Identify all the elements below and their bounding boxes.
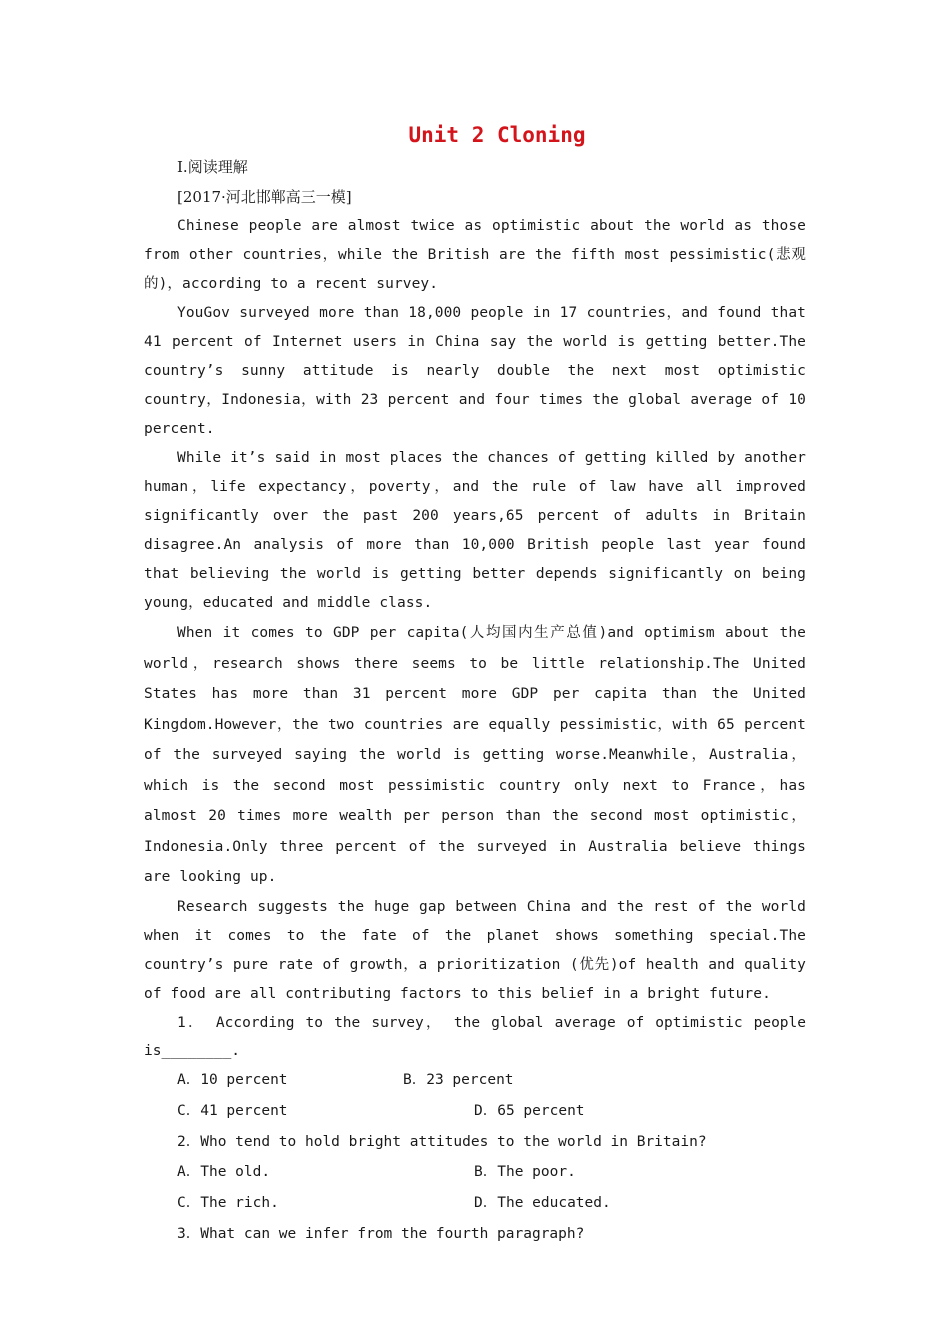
paragraph-1: Chinese people are almost twice as optimistic about the world as those from other countries，while the British are the fifth most pessimistic(悲观的)，according to a recent survey. [144,218,806,292]
option: A．The old. [177,1164,271,1180]
option: A．10 percent [177,1071,288,1088]
option: B．The poor. [474,1164,576,1180]
paragraph-3: While it’s said in most places the chances of getting killed by another human，life expectancy，poverty，and the rule of law have all improved significantly over the past 200 years,65 percent of adults in Britain disagree.An analysis of more than 10,000 British people last year found that believing the world is getting better depends significantly on being young，educated and middle class. [144,450,806,611]
option: C．The rich. [177,1195,279,1211]
question-1-options-row-1 [144,1065,806,1096]
section-heading: Ⅰ.阅读理解 [177,158,248,176]
document-page [144,118,806,1250]
page-title: Unit 2 Cloning [408,123,586,147]
option: B．23 percent [403,1071,514,1088]
paragraph-2: YouGov surveyed more than 18,000 people in 17 countries，and found that 41 percent of Internet users in China say the world is getting better.The country’s sunny attitude is nearly double the next most optimistic country，Indonesia，with 23 percent and four times the global average of 10 percent. [144,305,806,437]
question-2-options-row-1 [144,1157,806,1188]
option: D．65 percent [474,1102,585,1119]
question-2-options-row-2 [144,1188,806,1219]
question-2-stem: 2．Who tend to hold bright attitudes to the world in Britain? [177,1133,707,1150]
question-1-stem: 1． According to the survey， the global average of optimistic people is________. [144,1014,806,1059]
question-3-stem: 3．What can we infer from the fourth paragraph? [177,1226,585,1242]
paragraph-4: When it comes to GDP per capita(人均国内生产总值)and optimism about the world，research shows there seems to be little relationship.The United States has more than 31 percent more GDP per capita than the United Kingdom.However，the two countries are equally pessimistic，with 65 percent of the surveyed saying the world is getting worse.Meanwhile，Australia，which is the second most pessimistic country only next to France，has almost 20 times more wealth per person than the second most optimistic，Indonesia.Only three percent of the surveyed in Australia believe things are looking up. [144,625,806,885]
paragraph-5: Research suggests the huge gap between China and the rest of the world when it comes to the fate of the planet shows something special.The country’s pure rate of growth，a prioritization (优先)of health and quality of food are all contributing factors to this belief in a bright future. [144,898,806,1002]
source-citation: [2017·河北邯郸高三一模] [177,188,352,206]
option: D．The educated. [474,1195,611,1211]
option: C．41 percent [177,1102,288,1119]
question-1-options-row-2 [144,1096,806,1127]
